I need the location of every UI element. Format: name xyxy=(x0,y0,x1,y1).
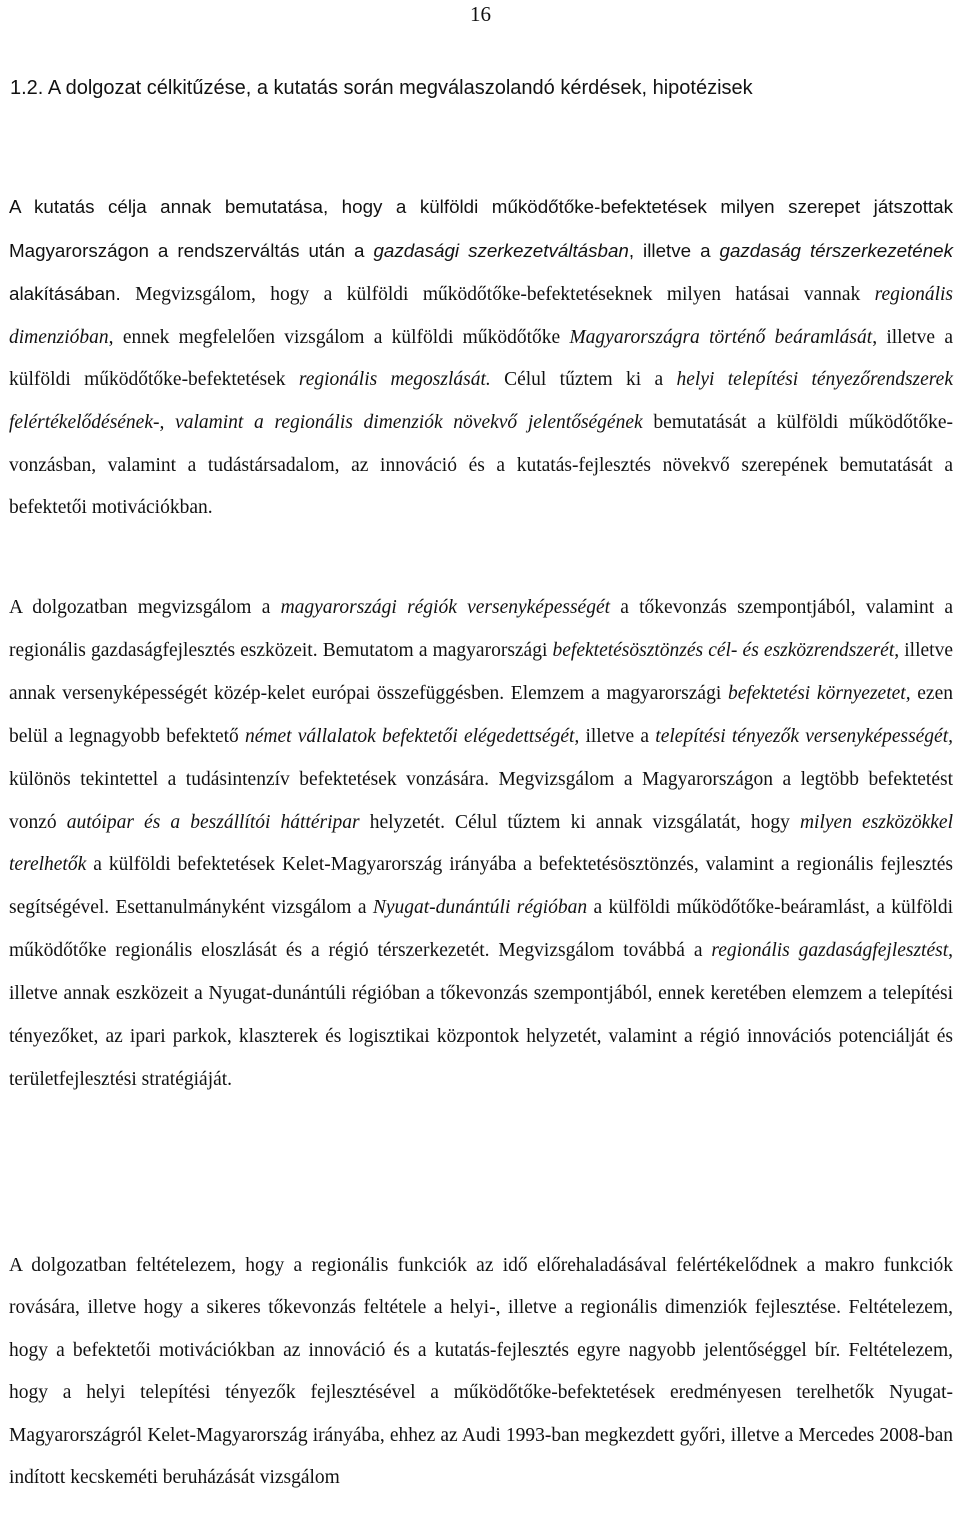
p2-emphasis: befektetésösztönzés cél- és eszközrendszerét xyxy=(552,639,895,661)
p2-text: , illetve annak versenyképességét közép-kelet európai összefüggésben. Elemzem a magyarországi xyxy=(9,639,953,704)
section-heading: 1.2. A dolgozat célkitűzése, a kutatás során megválaszolandó kérdések, hipotézisek xyxy=(10,77,753,99)
p2-emphasis: regionális gazdaságfejlesztést xyxy=(711,940,949,962)
p1-text: Megvizsgálom, hogy a külföldi működőtőke-befektetéseknek milyen hatásai vannak xyxy=(120,284,875,306)
p1-text: , illetve a xyxy=(628,239,720,261)
p2-emphasis: milyen eszközökkel terelhetők xyxy=(9,811,954,876)
p2-text: helyzetét. Célul tűztem ki annak vizsgálatát, hogy xyxy=(359,811,800,833)
p2-text: a külföldi befektetések Kelet-Magyarország irányába a befektetésösztönzés, valamint a regionális fejlesztés segítségével. Esettanulmányként vizsgálom a xyxy=(9,854,953,919)
p1-text: , ennek megfelelően vizsgálom a külföldi működőtőke xyxy=(108,326,570,348)
p3-text: A dolgozatban feltételezem, hogy a regionális funkciók az idő előrehaladásával felértékelődnek a makro funkciók rovására, illetve hogy a sikeres tőkevonzás feltétele a helyi-, illetve a regionális dimenziók fejlesztése. Feltételezem, hogy a befektetői motivációkban az innováció és a kutatás-fejlesztés egyre nagyobb jelentőséggel bír. Feltételezem, hogy a helyi telepítési tényezők fejlesztésével a működőtőke-befektetések eredményesen terelhetők Nyugat-Magyarországról Kelet-Magyarország irányába, ehhez az Audi 1993-ban megkezdett győri, illetve a Mercedes 2008-ban indított kecskeméti beruházását vizsgálom xyxy=(9,1255,953,1489)
p2-emphasis: német vállalatok befektetői elégedettségét, xyxy=(245,725,580,747)
page-number: 16 xyxy=(470,2,491,26)
p2-text: a külföldi működőtőke-beáramlást, a külföldi működőtőke regionális eloszlását és a régió térszerkezetét. Megvizsgálom továbbá a xyxy=(9,897,953,962)
p1-emphasis: regionális megoszlását. xyxy=(298,369,491,391)
p2-emphasis: Nyugat-dunántúli régióban xyxy=(372,897,588,919)
p2-text: illetve a xyxy=(579,725,656,747)
p1-text: bemutatását a külföldi működőtőke-vonzásban, valamint a tudástársadalom, az innováció és a kutatás-fejlesztés növekvő szerepének bemutatását a befektetői motivációkban. xyxy=(9,411,953,519)
p1-text: , illetve a külföldi működőtőke-befektetések xyxy=(9,326,953,391)
p1-emphasis: gazdasági szerkezetváltásban xyxy=(373,239,629,261)
p2-emphasis: befektetési környezetet, xyxy=(727,682,911,704)
p2-emphasis: magyarországi régiók versenyképességét xyxy=(280,597,611,618)
p2-text: ezen belül a legnagyobb befektető xyxy=(9,682,953,747)
p2-text: a tőkevonzás szempontjából, valamint a regionális gazdaságfejlesztés eszközeit. Bemutatom a magyarországi xyxy=(9,597,953,661)
p1-emphasis: regionális dimenzióban xyxy=(9,284,953,348)
paragraph-1 xyxy=(9,186,953,530)
p2-emphasis: telepítési tényezők versenyképességét, xyxy=(655,725,954,747)
paragraph-3 xyxy=(9,1245,953,1499)
p1-text: alakításában. xyxy=(9,283,121,305)
p1-emphasis: helyi telepítési tényezőrendszerek felértékelődésének-, valamint a regionális dimenziók növekvő jelentőségének xyxy=(9,369,953,433)
p1-emphasis: gazdaság térszerkezetének xyxy=(719,239,953,261)
p1-text: A kutatás célja annak bemutatása, hogy a külföldi működőtőke-befektetések milyen szerepet játszottak Magyarországon a rendszerváltás után a xyxy=(9,196,953,261)
p2-text: A dolgozatban megvizsgálom a xyxy=(9,597,281,618)
p2-text: különös tekintettel a tudásintenzív befektetések vonzására. Megvizsgálom a Magyarországon a legtöbb befektetést vonzó xyxy=(9,768,953,833)
p2-emphasis: autóipar és a beszállítói háttéripar xyxy=(66,811,360,833)
paragraph-2 xyxy=(9,587,953,1102)
p1-emphasis: Magyarországra történő beáramlását xyxy=(569,326,873,348)
p2-text: , illetve annak eszközeit a Nyugat-dunántúli régióban a tőkevonzás szempontjából, ennek keretében elemzem a telepítési tényezőket, az ipari parkok, klaszterek és logisztikai központok helyzetét, valamint a régió innovációs potenciálját és területfejlesztési stratégiáját. xyxy=(9,940,953,1090)
p1-text: Célul tűztem ki a xyxy=(490,369,677,391)
